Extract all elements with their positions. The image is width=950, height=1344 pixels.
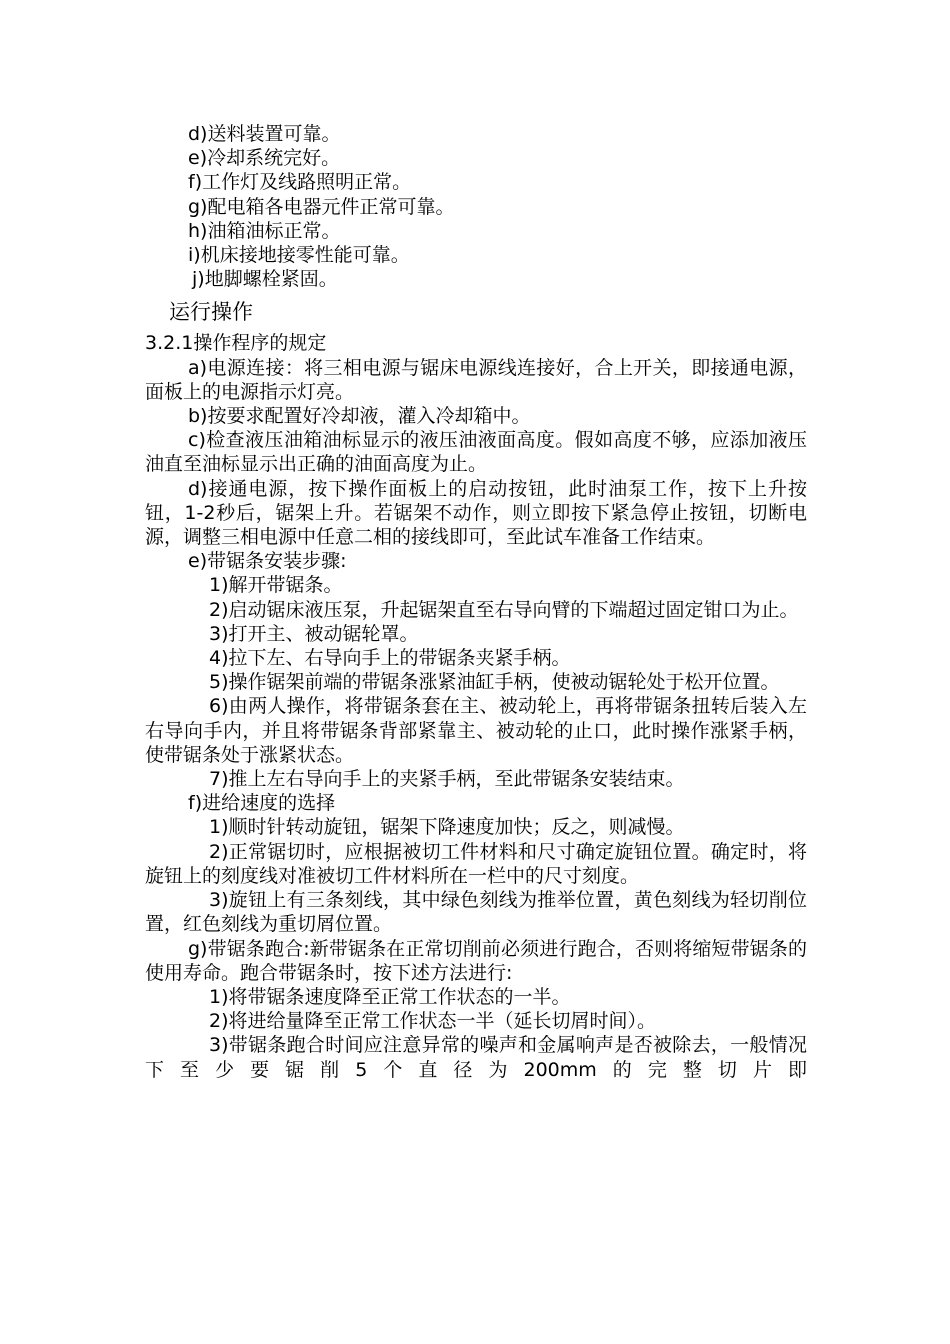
document-page: [145, 122, 807, 1082]
checklist-item-f: f)工作灯及线路照明正常。: [188, 171, 412, 194]
paragraph-f2: 2)正常锯切时，应根据被切工件材料和尺寸确定旋钮位置。确定时，将旋钮上的刻度线对准被切工件材料所在一栏中的尺寸刻度。: [145, 840, 807, 887]
paragraph-e5: 5)操作锯架前端的带锯条涨紧油缸手柄，使被动锯轮处于松开位置。: [209, 671, 780, 694]
paragraph-e: e)带锯条安装步骤:: [188, 550, 347, 573]
subsection-title: 3.2.1操作程序的规定: [145, 332, 327, 355]
paragraph-f3: 3)旋钮上有三条刻线，其中绿色刻线为推举位置，黄色刻线为轻切削位置，红色刻线为重切屑位置。: [145, 889, 807, 936]
paragraph-b: b)按要求配置好冷却液，灌入冷却箱中。: [188, 405, 531, 428]
paragraph-e2: 2)启动锯床液压泵，升起锯架直至右导向臂的下端超过固定钳口为止。: [209, 598, 799, 621]
checklist-item-h: h)油箱油标正常。: [188, 219, 341, 242]
checklist-item-e: e)冷却系统完好。: [188, 147, 341, 170]
paragraph-g1: 1)将带锯条速度降至正常工作状态的一半。: [209, 985, 571, 1008]
paragraph-a: a)电源连接：将三相电源与锯床电源线连接好，合上开关，即接通电源，面板上的电源指示灯亮。: [145, 356, 807, 403]
checklist: [145, 122, 807, 291]
paragraph-c: c)检查液压油箱油标显示的液压油液面高度。假如高度不够，应添加液压油直至油标显示出正确的油面高度为止。: [145, 429, 807, 476]
checklist-item-i: i)机床接地接零性能可靠。: [188, 244, 410, 267]
checklist-item-g: g)配电箱各电器元件正常可靠。: [188, 195, 455, 218]
paragraph-g2: 2)将进给量降至正常工作状态一半（延长切屑时间）。: [209, 1010, 657, 1033]
paragraph-e6: 6)由两人操作，将带锯条套在主、被动轮上，再将带锯条扭转后装入左右导向手内，并且将带锯条背部紧靠主、被动轮的止口，此时操作涨紧手柄，使带锯条处于涨紧状态。: [145, 695, 807, 766]
paragraph-e7: 7)推上左右导向手上的夹紧手柄，至此带锯条安装结束。: [209, 768, 685, 791]
paragraph-g: g)带锯条跑合:新带锯条在正常切削前必须进行跑合，否则将缩短带锯条的使用寿命。跑合带锯条时，按下述方法进行:: [145, 937, 807, 984]
paragraph-g3: 3)带锯条跑合时间应注意异常的噪声和金属响声是否被除去，一般情况下至少要锯削5个直径为200mm的完整切片即: [145, 1034, 807, 1081]
paragraph-f1: 1)顺时针转动旋钮，锯架下降速度加快；反之，则减慢。: [209, 816, 685, 839]
checklist-item-j: j)地脚螺栓紧固。: [192, 268, 338, 291]
paragraph-d: d)接通电源，按下操作面板上的启动按钮，此时油泵工作，按下上升按钮，1-2秒后，锯架上升。若锯架不动作，则立即按下紧急停止按钮，切断电源，调整三相电源中任意二相的接线即可，至此试车准备工作结束。: [145, 477, 807, 549]
paragraph-f: f)进给速度的选择: [188, 792, 336, 815]
paragraph-e1: 1)解开带锯条。: [209, 574, 343, 597]
section-title: 运行操作: [169, 300, 253, 325]
checklist-item-d: d)送料装置可靠。: [188, 123, 341, 145]
paragraph-e4: 4)拉下左、右导向手上的带锯条夹紧手柄。: [209, 647, 571, 670]
paragraph-e3: 3)打开主、被动锯轮罩。: [209, 622, 419, 645]
